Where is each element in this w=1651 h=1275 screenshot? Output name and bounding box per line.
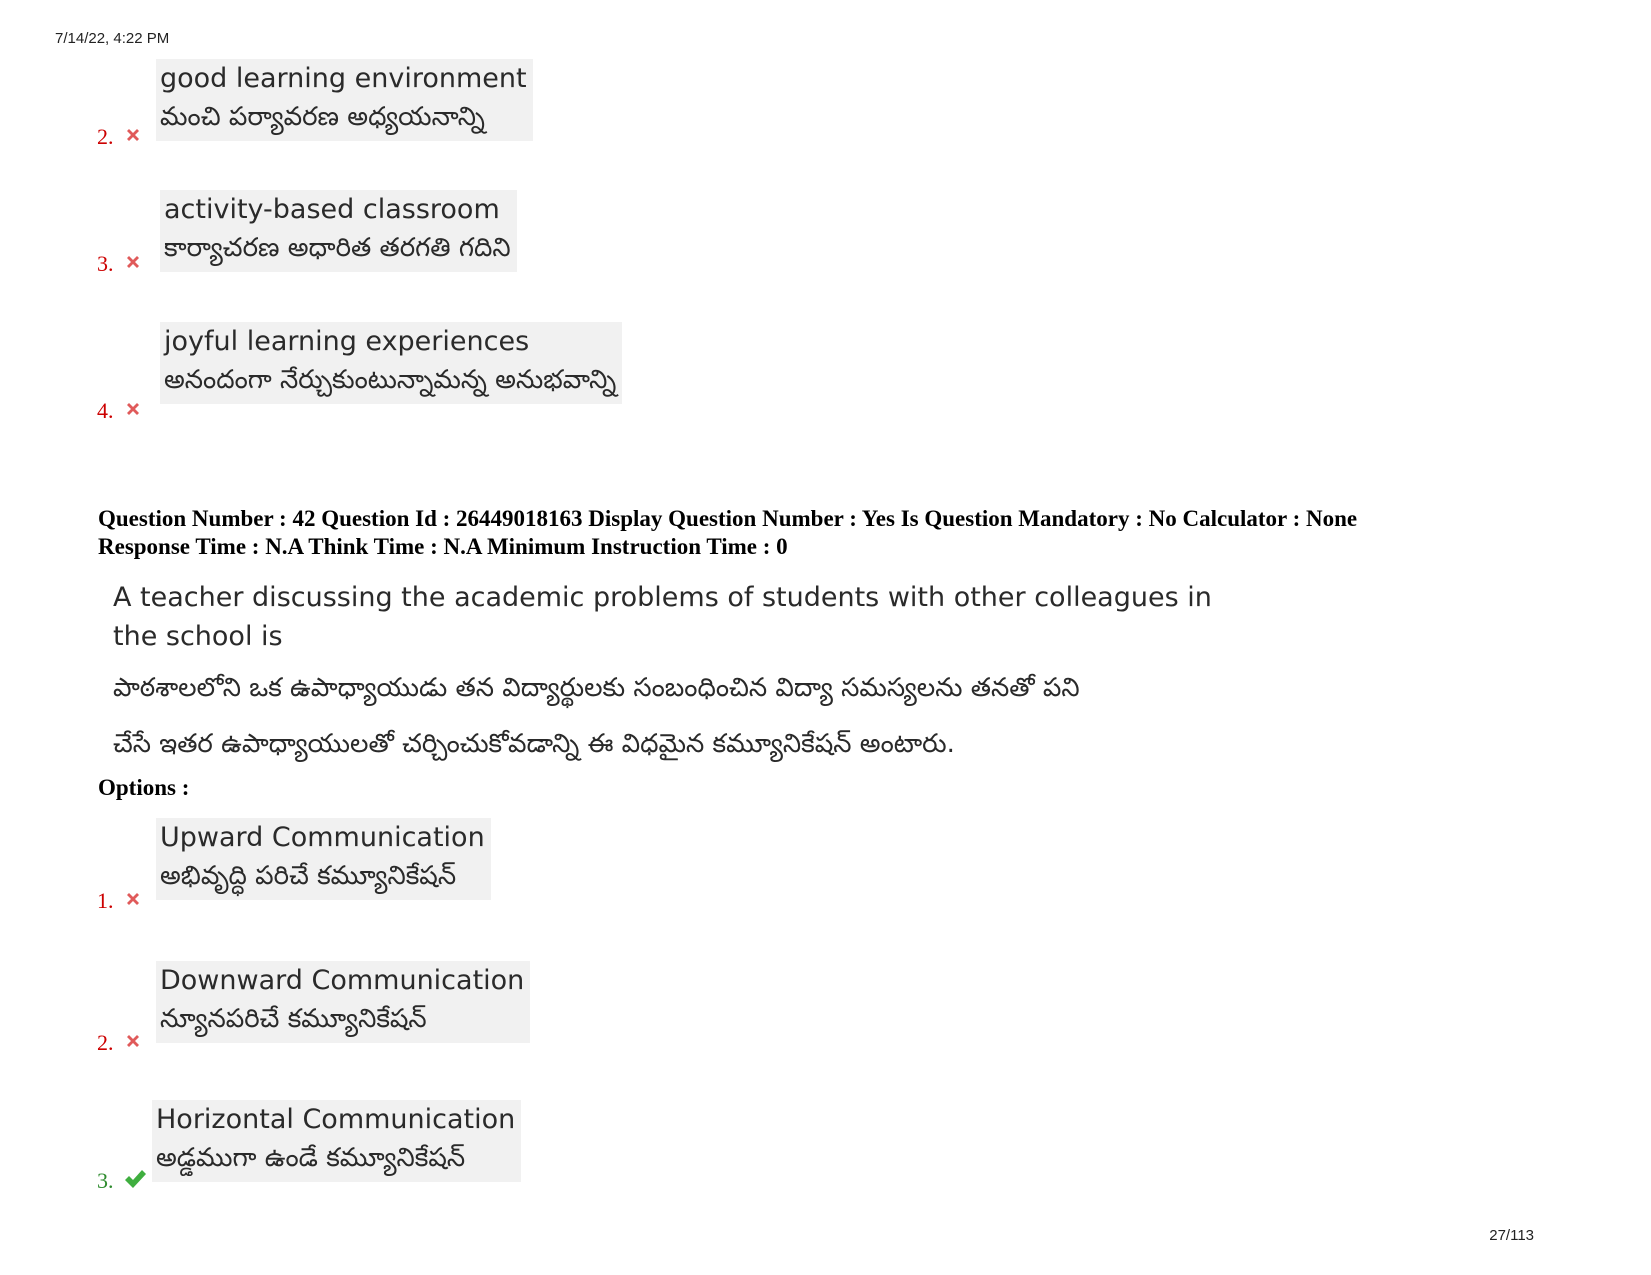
- option-telugu: న్యూనపరిచే కమ్యూనికేషన్: [160, 1004, 427, 1034]
- cross-icon: [124, 1032, 142, 1050]
- cross-icon: [124, 400, 142, 418]
- option-number: 4.: [97, 398, 114, 423]
- option-telugu: మంచి పర్యావరణ అధ్యయనాన్ని: [160, 102, 485, 132]
- option-number: 3.: [97, 1168, 114, 1193]
- option-number: 3.: [97, 251, 114, 276]
- option-content: [156, 818, 491, 900]
- cross-icon: [124, 890, 142, 908]
- question-text: [113, 578, 1243, 772]
- question-text-telugu-1: పాఠశాలలోని ఒక ఉపాధ్యాయుడు తన విద్యార్థులకు సంబంధించిన విద్యా సమస్యలను తనతో పని: [113, 673, 1080, 703]
- question-meta-line1: Question Number : 42 Question Id : 26449018163 Display Question Number : Yes Is Question Mandatory : No Calculator : None: [98, 506, 1358, 531]
- option-content: [160, 322, 622, 404]
- option-english: Downward Communication: [160, 965, 525, 996]
- options-label: Options :: [98, 775, 190, 800]
- question-meta-line2: Response Time : N.A Think Time : N.A Minimum Instruction Time : 0: [98, 534, 788, 559]
- option-english: joyful learning experiences: [164, 326, 530, 357]
- question-text-telugu-2: చేసే ఇతర ఉపాధ్యాయులతో చర్చించుకోవడాన్ని ఈ విధమైన కమ్యూనికేషన్ అంటారు.: [113, 729, 955, 759]
- cross-icon: [124, 253, 142, 271]
- cross-icon: [124, 126, 142, 144]
- option-content: [152, 1100, 521, 1182]
- question-meta: [98, 505, 1578, 561]
- option-telugu: అడ్డముగా ఉండే కమ్యూనికేషన్: [156, 1143, 466, 1173]
- page-number: 27/113: [1489, 1227, 1534, 1244]
- option-english: Upward Communication: [160, 822, 485, 853]
- check-icon: [123, 1168, 147, 1190]
- option-telugu: అభివృద్ధి పరిచే కమ్యూనికేషన్: [160, 861, 457, 891]
- option-english: Horizontal Communication: [156, 1104, 516, 1135]
- option-telugu: కార్యాచరణ అధారిత తరగతి గదిని: [164, 233, 511, 263]
- option-telugu: అనందంగా నేర్చుకుంటున్నామన్న అనుభవాన్ని: [164, 365, 617, 395]
- option-content: [156, 961, 530, 1043]
- option-content: [160, 190, 517, 272]
- option-content: [156, 59, 533, 141]
- option-number: 2.: [97, 124, 114, 149]
- option-number: 1.: [97, 888, 114, 913]
- option-english: good learning environment: [160, 63, 527, 94]
- option-number: 2.: [97, 1030, 114, 1055]
- question-text-english: A teacher discussing the academic problems of students with other colleagues in the school is: [113, 582, 1212, 652]
- option-english: activity-based classroom: [164, 194, 500, 225]
- print-datetime: 7/14/22, 4:22 PM: [55, 30, 170, 47]
